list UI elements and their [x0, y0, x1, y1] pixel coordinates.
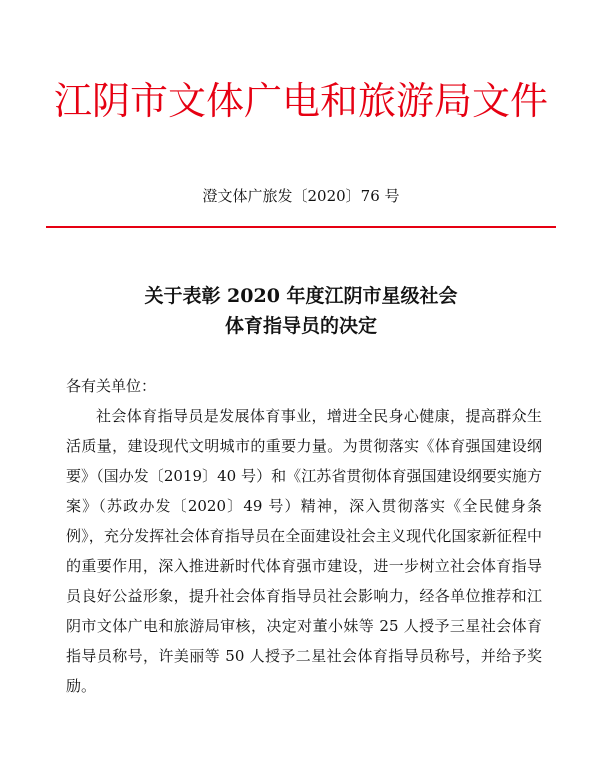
salutation: 各有关单位：	[66, 377, 157, 395]
title-line-1: 关于表彰 2020 年度江阴市星级社会	[144, 285, 458, 307]
red-header-title: 江阴市文体广电和旅游局文件	[53, 79, 548, 123]
red-divider-line	[46, 226, 556, 228]
body-paragraph: 社会体育指导员是发展体育事业，增进全民身心健康，提高群众生活质量，建设现代文明城市的重要力量。为贯彻落实《体育强国建设纲要》（国办发〔2019〕40 号）和《江苏省贯彻体育强国建设纲要实施方案》（苏政办发〔2020〕49 号）精神，深入贯彻落实《全民健身条例》，充分发挥社会体育指导员在全面建设社会主义现代化国家新征程中的重要作用，深入推进新时代体育强市建设，进一步树立社会体育指导员良好公益形象，提升社会体育指导员社会影响力，经各单位推荐和江阴市文体广电和旅游局审核，决定对董小妹等 25 人授予三星社会体育指导员称号，许美丽等 50 人授予二星社会体育指导员称号，并给予奖励。	[66, 407, 542, 695]
document-title	[0, 281, 602, 341]
title-line-2: 体育指导员的决定	[224, 315, 377, 337]
document-body	[66, 371, 542, 701]
document-number: 澄文体广旅发〔2020〕76 号	[202, 187, 400, 205]
